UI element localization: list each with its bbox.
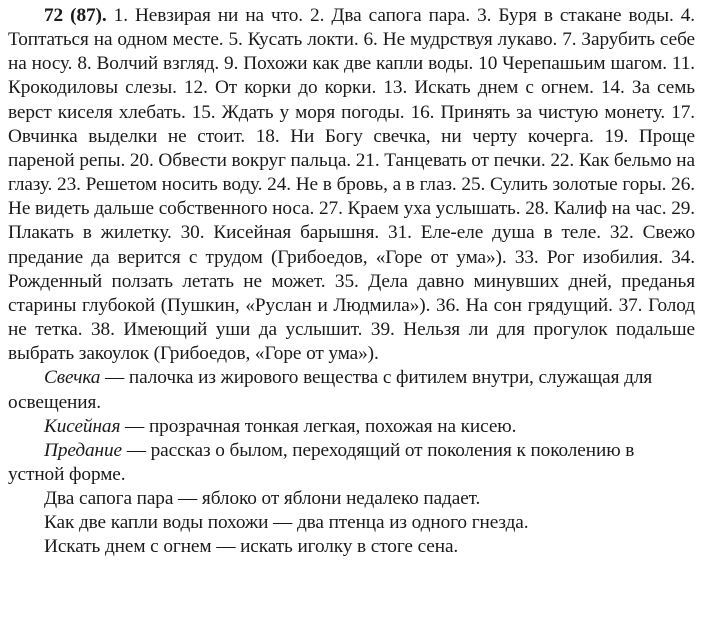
definition-kiseynaya [8,415,695,439]
definition-text: — прозрачная тонкая легкая, похожая на кисею. [120,415,517,437]
definition-term: Кисейная [44,415,121,437]
exercise-answer [8,4,695,366]
definition-svechka [8,366,695,414]
exercise-text: 1. Невзирая ни на что. 2. Два сапога пара. 3. Буря в стакане воды. 4. Топтаться на одном месте. 5. Кусать локти. 6. Не мудрствуя лукаво. 7. Зарубить себе на носу. 8. Волчий взгляд. 9. Похожи как две капли воды. 10 Черепашьим шагом. 11. Крокодиловы слезы. 12. От корки до корки. 13. Искать днем с огнем. 14. За семь верст киселя хлебать. 15. Ждать у моря погоды. 16. Принять за чистую монету. 17. Овчинка выделки не стоит. 18. Ни Богу свечка, ни черту кочерга. 19. Проще пареной репы. 20. Обвести вокруг пальца. 21. Танцевать от печки. 22. Как бельмо на глазу. 23. Решетом носить воду. 24. Не в бровь, а в глаз. 25. Сулить золотые горы. 26. Не видеть дальше собственного носа. 27. Краем уха услышать. 28. Калиф на час. 29. Плакать в жилетку. 30. Кисейная барышня. 31. Еле-еле душа в теле. 32. Свежо предание да верится с трудом (Грибоедов, «Горе от ума»). 33. Рог изобилия. 34. Рожденный ползать летать не может. 35. Дела давно минувших дней, преданья старины глубокой (Пушкин, «Руслан и Людмила»). 36. На сон грядущий. 37. Голод не тетка. 38. Имеющий уши да услышит. 39. Нельзя ли для прогулок подальше выбрать закоулок (Грибоедов, «Горе от ума»). [8,5,695,365]
exercise-number: 72 (87). [44,5,107,26]
synonym-pair: Два сапога пара — яблоко от яблони недалеко падает. [44,488,481,510]
definition-text: — палочка из жирового вещества с фитилем внутри, служащая для освещения. [8,367,653,413]
synonym-pair: Искать днем с огнем — искать иголку в стоге сена. [44,536,459,558]
definition-predanie [8,439,695,487]
definition-term: Предание [44,439,123,461]
definition-text: — рассказ о былом, переходящий от поколения к поколению в устной форме. [8,439,635,485]
definition-term: Свечка [44,367,101,389]
synonym-pair: Как две капли воды похожи — два птенца из одного гнезда. [44,512,529,534]
